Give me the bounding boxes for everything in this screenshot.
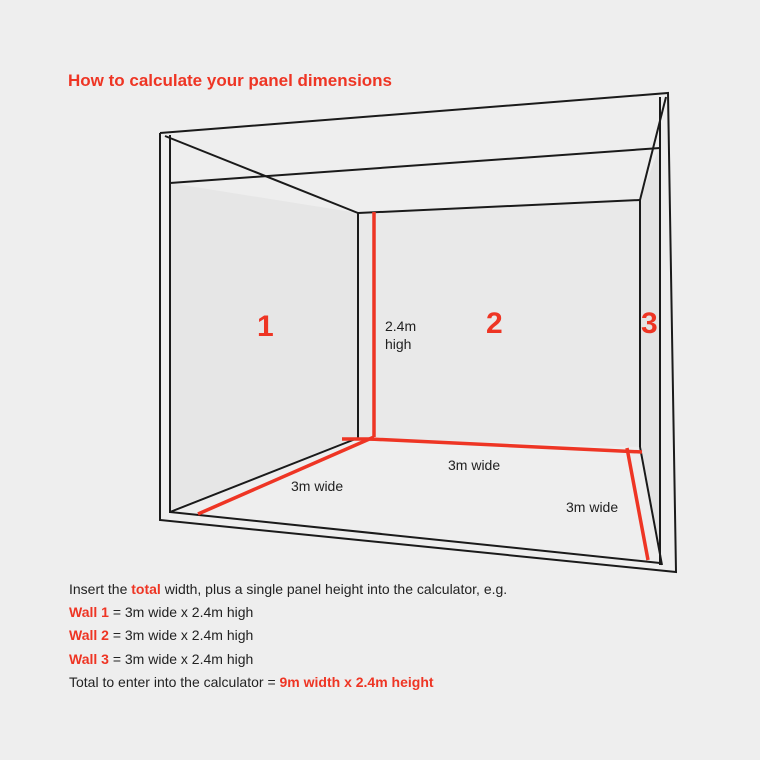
instructions-intro <box>69 578 507 601</box>
wall-1-width-label: 3m wide <box>291 478 344 494</box>
intro-total-highlight: total <box>131 581 161 597</box>
ceiling-beam <box>170 148 660 183</box>
wall-3-line <box>69 648 507 671</box>
intro-before: Insert the <box>69 581 132 597</box>
wall-2-line <box>69 624 507 647</box>
wall-2-name: Wall 2 <box>69 627 109 644</box>
intro-after: width, plus a single panel height into the calculator, e.g. <box>160 581 508 597</box>
wall-3-dims: = 3m wide x 2.4m high <box>108 650 254 667</box>
wall-1-label: 1 <box>257 310 274 343</box>
wall-1-dims: = 3m wide x 2.4m high <box>108 604 254 621</box>
total-value: 9m width x 2.4m height <box>279 673 434 690</box>
wall-2-label: 2 <box>486 307 503 340</box>
wall-3-name: Wall 3 <box>69 650 109 667</box>
wall-2-dims: = 3m wide x 2.4m high <box>108 627 254 644</box>
wall-1-line <box>69 601 507 624</box>
wall-2-width-label: 3m wide <box>448 457 501 473</box>
wall-3-width-label: 3m wide <box>566 499 619 515</box>
frame-bottom-inner <box>170 512 660 563</box>
wall-3-label: 3 <box>641 307 658 340</box>
total-line <box>69 671 507 694</box>
page-title: How to calculate your panel dimensions <box>68 71 393 90</box>
instructions <box>69 578 507 694</box>
wall-1-surface <box>170 183 358 510</box>
height-label-line1: 2.4m <box>385 318 417 334</box>
total-prefix: Total to enter into the calculator = <box>69 673 280 690</box>
height-label-line2: high <box>385 336 412 352</box>
wall-1-name: Wall 1 <box>69 604 109 621</box>
